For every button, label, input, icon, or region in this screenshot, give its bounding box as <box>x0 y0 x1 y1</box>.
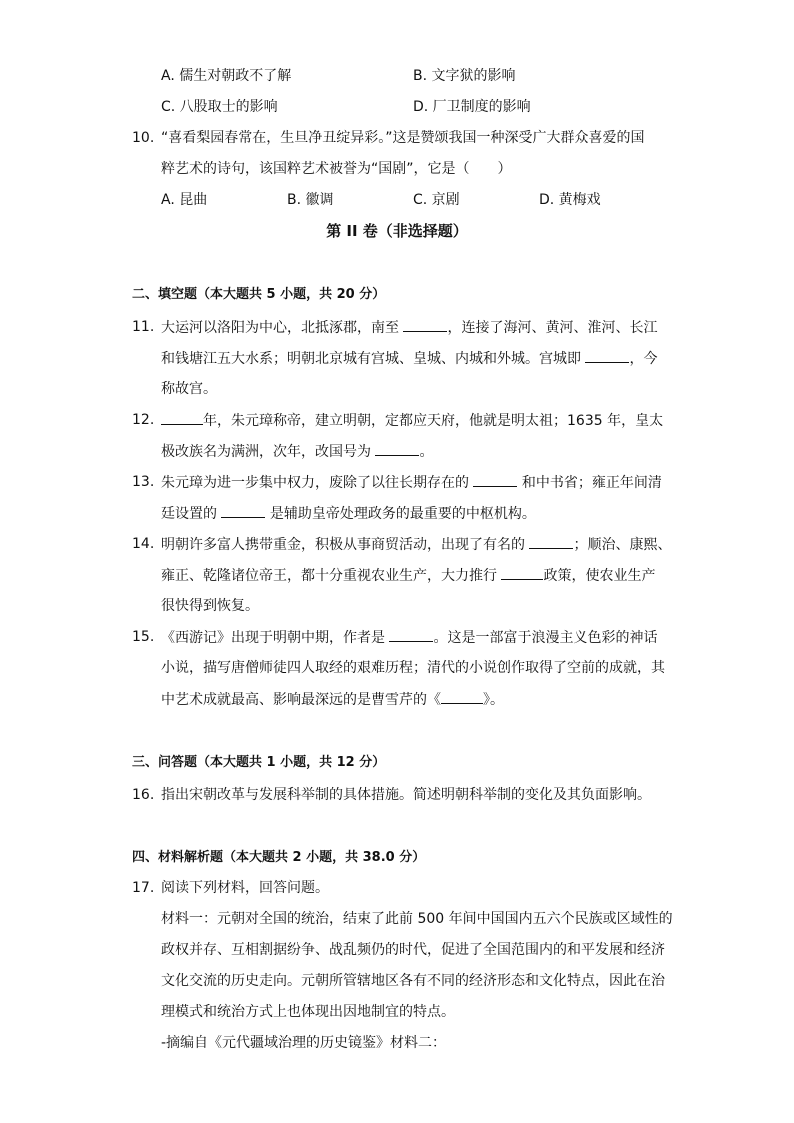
q14-number: 14. <box>132 536 155 552</box>
q17-material-line4: 理模式和统治方式上也体现出因地制宜的特点。 <box>161 1004 455 1020</box>
q14-line3: 很快得到恢复。 <box>161 598 259 614</box>
q17-number: 17. <box>132 880 155 896</box>
section4-title: 四、材料解析题（本大题共 2 小题，共 38.0 分） <box>132 850 426 865</box>
q9-option-b: B. 文字狱的影响 <box>413 68 516 84</box>
answer-blank[interactable] <box>529 534 573 549</box>
q9-option-a: A. 儒生对朝政不了解 <box>161 68 292 84</box>
q10-option-c: C. 京剧 <box>413 192 460 208</box>
q14-line2: 雍正、乾隆诸位帝王，都十分重视农业生产，大力推行 政策，使农业生产 <box>161 565 655 586</box>
q15-line1: 《西游记》出现于明朝中期，作者是 。这是一部富于浪漫主义色彩的神话 <box>161 627 657 648</box>
q17-intro: 阅读下列材料，回答问题。 <box>161 880 329 896</box>
q11-line2: 和钱塘江五大水系；明朝北京城有宫城、皇城、内城和外城。宫城即 ，今 <box>161 348 657 369</box>
q12-number: 12. <box>132 412 155 428</box>
q9-option-d: D. 厂卫制度的影响 <box>413 99 531 115</box>
q14-line1: 明朝许多富人携带重金，积极从事商贸活动，出现了有名的 ；顺治、康熙、 <box>161 534 671 555</box>
q17-material-line1: 材料一：元朝对全国的统治，结束了此前 500 年间中国国内五六个民族或区域性的 <box>161 911 673 927</box>
answer-blank[interactable] <box>473 472 517 487</box>
q17-material-line3: 文化交流的历史走向。元朝所管辖地区各有不同的经济形态和文化特点，因此在治 <box>161 973 665 989</box>
section2-title: 二、填空题（本大题共 5 小题，共 20 分） <box>132 287 386 302</box>
q15-number: 15. <box>132 629 155 645</box>
answer-blank[interactable] <box>403 317 447 332</box>
q10-stem-line1: “喜看梨园春常在，生旦净丑绽异彩。”这是赞颂我国一种深受广大群众喜爱的国 <box>161 130 645 146</box>
q16-text: 指出宋朝改革与发展科举制的具体措施。简述明朝科举制的变化及其负面影响。 <box>161 787 651 803</box>
q16-number: 16. <box>132 787 155 803</box>
answer-blank[interactable] <box>441 689 483 704</box>
q12-line1: 年，朱元璋称帝，建立明朝，定都应天府，他就是明太祖；1635 年，皇太 <box>161 410 663 431</box>
q11-line1: 大运河以洛阳为中心，北抵涿郡，南至 ，连接了海河、黄河、淮河、长江 <box>161 317 657 338</box>
answer-blank[interactable] <box>501 565 543 580</box>
section3-title: 三、问答题（本大题共 1 小题，共 12 分） <box>132 755 386 770</box>
q10-number: 10. <box>132 130 155 146</box>
q13-line2: 廷设置的 是辅助皇帝处理政务的最重要的中枢机构。 <box>161 503 536 524</box>
q17-material-source: -摘编自《元代疆域治理的历史镜鉴》材料二： <box>161 1035 447 1051</box>
q10-option-a: A. 昆曲 <box>161 192 208 208</box>
answer-blank[interactable] <box>221 503 265 518</box>
q15-line3: 中艺术成就最高、影响最深远的是曹雪芹的《 》。 <box>161 689 504 710</box>
q11-line3: 称故宫。 <box>161 381 217 397</box>
answer-blank[interactable] <box>161 410 203 425</box>
q10-option-b: B. 徽调 <box>287 192 334 208</box>
q15-line2: 小说，描写唐僧师徒四人取经的艰难历程；清代的小说创作取得了空前的成就，其 <box>161 660 665 676</box>
q10-option-d: D. 黄梅戏 <box>539 192 601 208</box>
answer-blank[interactable] <box>585 348 629 363</box>
q17-material-line2: 政权并存、互相割据纷争、战乱频仍的时代，促进了全国范围内的和平发展和经济 <box>161 942 665 958</box>
answer-blank[interactable] <box>375 441 419 456</box>
q13-line1: 朱元璋为进一步集中权力，废除了以往长期存在的 和中书省；雍正年间清 <box>161 472 662 493</box>
q9-option-c: C. 八股取士的影响 <box>161 99 278 115</box>
q13-number: 13. <box>132 474 155 490</box>
answer-blank[interactable] <box>389 627 433 642</box>
q10-stem-line2: 粹艺术的诗句，该国粹艺术被誉为“国剧”，它是（ ） <box>161 161 512 177</box>
q11-number: 11. <box>132 319 155 335</box>
part2-title: 第 II 卷（非选择题） <box>326 222 468 240</box>
q12-line2: 极改族名为满洲，次年，改国号为 。 <box>161 441 433 462</box>
